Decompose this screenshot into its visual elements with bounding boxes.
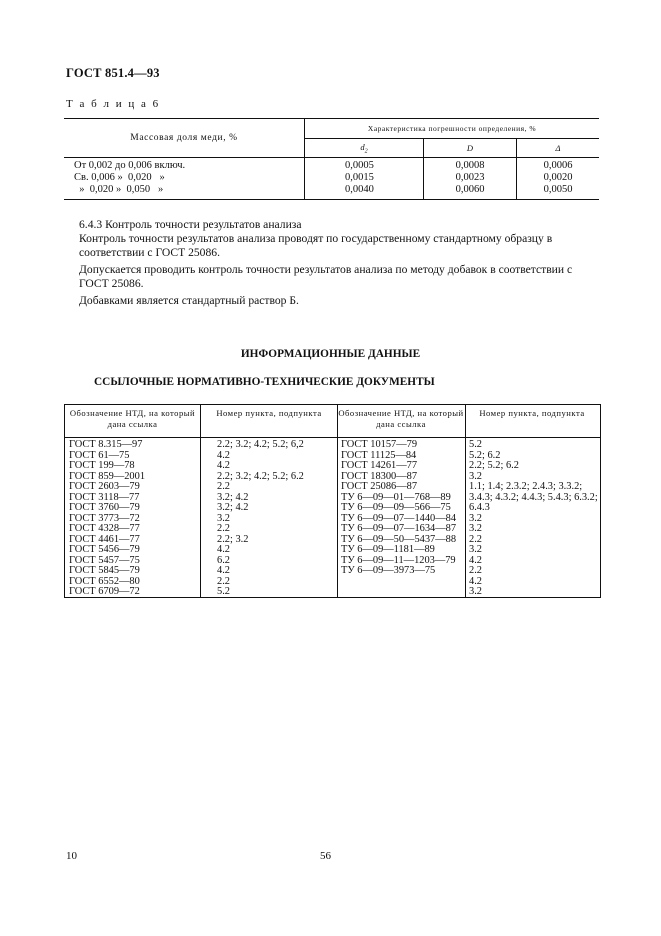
ref-item: 3.4.3; 4.3.2; 4.4.3; 5.4.3; 6.3.2;	[469, 491, 598, 503]
delta-column	[517, 158, 600, 200]
ref-item: 2.2; 3.2; 4.2; 5.2; 6,2	[217, 439, 304, 450]
ref-item: 1.1; 1.4; 2.3.2; 2.4.3; 3.3.2;	[469, 481, 583, 492]
ref-item: 5.2	[217, 586, 230, 597]
ref-doc: ТУ 6—09—01—768—89	[341, 491, 451, 503]
ref-item: 4.2	[469, 554, 482, 566]
page-number-left: 10	[66, 850, 77, 862]
ref-doc: ГОСТ 11125—84	[341, 449, 417, 461]
ref-item: 5.2	[469, 439, 482, 450]
table-cell-D: 0,0023	[455, 172, 485, 183]
D-header: D	[424, 139, 517, 158]
ref-item: 3.2	[469, 586, 482, 597]
ref-item: 3.2	[217, 512, 230, 524]
ref-doc: ТУ 6—09—07—1634—87	[341, 523, 457, 534]
table-cell-delta: 0,0050	[543, 184, 573, 195]
ref-doc: ТУ 6—09—09—566—75	[341, 502, 451, 513]
ref-item: 3.2	[469, 523, 482, 534]
ref-item: 2.2	[469, 533, 482, 545]
ref-doc: ТУ 6—09—50—5437—88	[341, 533, 457, 545]
table-row-range: » 0,020 » 0,050 »	[74, 184, 164, 195]
ref-doc: ГОСТ 3118—77	[69, 491, 140, 503]
doc-header-right: Обозначение НТД, на который дана ссылка	[338, 408, 464, 429]
ref-doc: ГОСТ 14261—77	[341, 460, 418, 471]
column-divider	[337, 405, 338, 597]
ref-item: 3.2	[469, 544, 482, 555]
table-cell-d2: 0,0015	[345, 172, 374, 183]
ref-item: 2.2	[469, 565, 482, 576]
ref-doc: ГОСТ 61—75	[69, 449, 130, 461]
table-cell-delta: 0,0006	[543, 160, 573, 171]
copy-mass-fraction-header: Массовая доля меди, %	[64, 119, 305, 158]
header-divider	[65, 437, 600, 438]
ref-item: 2.2	[217, 481, 230, 492]
ref-doc: ГОСТ 10157—79	[341, 439, 418, 450]
left-docs-column	[69, 440, 145, 598]
paragraph: Контроль точности результатов анализа проводят по государственному стандартному образцу в соответствии с ГОСТ 25086.	[79, 232, 553, 259]
ref-item: 4.2	[217, 449, 230, 461]
column-divider	[465, 405, 466, 597]
ref-doc: ГОСТ 18300—87	[341, 470, 418, 482]
ref-item: 4.2	[469, 575, 482, 587]
ref-doc: ТУ 6—09—3973—75	[341, 565, 436, 576]
item-header-left: Номер пункта, подпункта	[216, 408, 322, 418]
ref-item: 3.2; 4.2	[217, 491, 249, 503]
table-cell-delta: 0,0020	[543, 172, 573, 183]
ref-doc: ГОСТ 25086—87	[341, 481, 418, 492]
ref-doc: ГОСТ 199—78	[69, 460, 135, 471]
ref-doc: ГОСТ 6709—72	[69, 586, 140, 597]
ref-doc: ГОСТ 8.315—97	[69, 439, 143, 450]
ref-item: 3.2	[469, 470, 482, 482]
table-cell-D: 0,0008	[455, 160, 485, 171]
left-items-column	[217, 440, 304, 598]
ref-doc: ГОСТ 5845—79	[69, 565, 140, 576]
d2-column	[305, 158, 424, 200]
references-title: ССЫЛОЧНЫЕ НОРМАТИВНО-ТЕХНИЧЕСКИЕ ДОКУМЕНТЫ	[94, 376, 435, 388]
table-cell-d2: 0,0040	[345, 184, 374, 195]
accuracy-table	[64, 118, 599, 200]
table-row-range: От 0,002 до 0,006 включ.	[74, 160, 186, 171]
right-docs-column	[341, 440, 456, 577]
info-data-title: ИНФОРМАЦИОННЫЕ ДАННЫЕ	[240, 348, 421, 360]
ref-doc: ТУ 6—09—1181—89	[341, 544, 435, 555]
page-number-center: 56	[320, 850, 331, 862]
ref-item: 3.2	[469, 512, 482, 524]
table-label: Т а б л и ц а 6	[66, 98, 161, 110]
ref-item: 2.2	[217, 523, 230, 534]
ref-doc: ГОСТ 5457—75	[69, 554, 140, 566]
doc-header-left: Обозначение НТД, на который дана ссылка	[69, 408, 196, 429]
document-code: ГОСТ 851.4—93	[66, 66, 160, 80]
section-6-4-3	[79, 218, 599, 308]
ref-item: 6.4.3	[469, 502, 490, 513]
d2-header: $d_2$	[305, 139, 424, 158]
ref-item: 4.2	[217, 460, 230, 471]
ref-doc: ГОСТ 3773—72	[69, 512, 140, 524]
paragraph: Допускается проводить контроль точности результатов анализа по методу добавок в соответствии с ГОСТ 25086.	[79, 263, 573, 290]
table-row-range: Св. 0,006 » 0,020 »	[74, 172, 165, 183]
ref-item: 2.2; 3.2	[217, 533, 249, 545]
table-cell-d2: 0,0005	[345, 160, 374, 171]
error-characteristic-header: Характеристика погрешности определения, %	[305, 119, 600, 139]
ref-item: 3.2; 4.2	[217, 502, 249, 513]
ref-doc: ТУ 6—09—11—1203—79	[341, 554, 456, 566]
ref-item: 6.2	[217, 554, 230, 566]
ref-doc: ГОСТ 4461—77	[69, 533, 140, 545]
section-heading: 6.4.3 Контроль точности результатов анализа	[79, 218, 302, 231]
delta-header: Δ	[517, 139, 600, 158]
ref-doc: ГОСТ 4328—77	[69, 523, 140, 534]
ref-doc: ГОСТ 3760—79	[69, 502, 140, 513]
ref-item: 4.2	[217, 544, 230, 555]
column-divider	[200, 405, 201, 597]
ref-item: 4.2	[217, 565, 230, 576]
ref-doc: ГОСТ 5456—79	[69, 544, 140, 555]
references-table	[64, 404, 601, 598]
table-cell-D: 0,0060	[455, 184, 485, 195]
ref-doc: ТУ 6—09—07—1440—84	[341, 512, 457, 524]
ref-item: 5.2; 6.2	[469, 449, 501, 461]
ref-item: 2.2; 5.2; 6.2	[469, 460, 519, 471]
right-items-column	[469, 440, 598, 598]
ref-doc: ГОСТ 859—2001	[69, 470, 146, 482]
D-column	[424, 158, 517, 200]
ref-doc: ГОСТ 6552—80	[69, 575, 140, 587]
ref-item: 2.2	[217, 575, 230, 587]
range-column	[64, 158, 305, 200]
paragraph: Добавками является стандартный раствор Б.	[79, 294, 299, 307]
item-header-right: Номер пункта, подпункта	[479, 408, 585, 418]
ref-item: 2.2; 3.2; 4.2; 5.2; 6.2	[217, 470, 304, 482]
ref-doc: ГОСТ 2603—79	[69, 481, 140, 492]
